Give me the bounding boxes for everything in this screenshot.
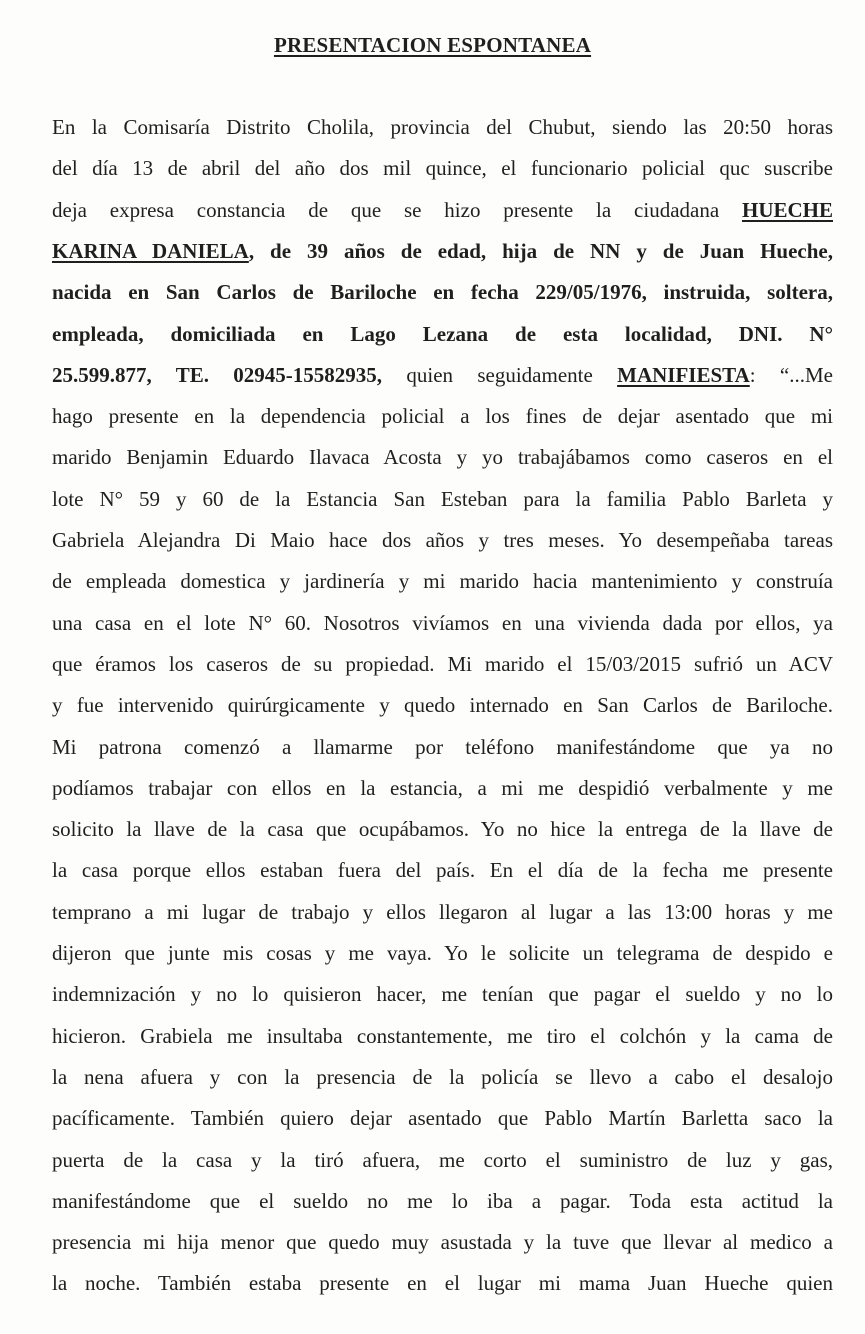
text-line [52,486,833,512]
text-segment: KARINA DANIELA [52,238,249,263]
text-segment: deja expresa constancia de que se hizo presente la ciudadana [52,197,742,222]
text-segment: HUECHE [741,197,833,222]
text-segment: 25.599.877, TE. 02945-15582935, [52,362,383,387]
text-segment: empleada, domiciliada en Lago Lezana de esta localidad, DNI. N° [52,321,833,346]
text-segment: y fue intervenido quirúrgicamente y quedo internado en San Carlos de Bariloche. [52,693,833,718]
text-segment: lote N° 59 y 60 de la Estancia San Esteban para la familia Pablo Barleta y [52,486,833,511]
text-line [52,651,833,677]
text-line [52,1147,833,1173]
text-line [52,155,833,181]
text-segment: marido Benjamin Eduardo Ilavaca Acosta y yo trabajábamos como caseros en el [52,445,833,470]
text-line [52,1023,833,1049]
text-segment: hicieron. Grabiela me insultaba constantemente, me tiro el colchón y la cama de [52,1023,833,1048]
text-segment: la nena afuera y con la presencia de la policía se llevo a cabo el desalojo [52,1064,833,1089]
text-line [52,981,833,1007]
text-line [52,321,833,347]
text-segment: la noche. También estaba presente en el lugar mi mama Juan Hueche quien [52,1271,833,1296]
text-segment: puerta de la casa y la tiró afuera, me corto el suministro de luz y gas, [52,1147,833,1172]
text-segment: presencia mi hija menor que quedo muy asustada y la tuve que llevar al medico a [52,1230,833,1255]
text-line [52,1105,833,1131]
text-segment: podíamos trabajar con ellos en la estancia, a mi me despidió verbalmente y me [52,775,833,800]
text-line [52,238,833,264]
text-segment: quien seguidamente [382,362,618,387]
text-segment: temprano a mi lugar de trabajo y ellos llegaron al lugar a las 13:00 horas y me [52,899,833,924]
text-segment: nacida en San Carlos de Bariloche en fecha 229/05/1976, instruida, soltera, [52,280,833,305]
text-segment: de empleada domestica y jardinería y mi marido hacia mantenimiento y construía [52,569,833,594]
text-line [52,568,833,594]
text-line [52,403,833,429]
text-line [52,816,833,842]
text-segment: Mi patrona comenzó a llamarme por teléfono manifestándome que ya no [52,734,833,759]
text-line [52,1229,833,1255]
document-title-text: PRESENTACION ESPONTANEA [273,33,592,57]
text-segment: : “...Me [749,362,833,387]
text-segment: En la Comisaría Distrito Cholila, provincia del Chubut, siendo las 20:50 horas [52,115,833,139]
text-segment: pacíficamente. También quiero dejar asentado que Pablo Martín Barletta saco la [52,1106,833,1131]
text-line [52,197,833,223]
text-line [52,940,833,966]
text-segment: del día 13 de abril del año dos mil quince, el funcionario policial quc suscribe [52,156,833,181]
text-line [52,444,833,470]
text-line [52,610,833,636]
text-segment: que éramos los caseros de su propiedad. Mi marido el 15/03/2015 sufrió un ACV [52,651,833,676]
text-line [52,114,833,140]
text-line [52,527,833,553]
text-segment: Gabriela Alejandra Di Maio hace dos años y tres meses. Yo desempeñaba tareas [52,528,833,552]
text-segment: dijeron que junte mis cosas y me vaya. Yo le solicite un telegrama de despido e [52,941,833,965]
text-line [52,1270,833,1296]
text-segment: hago presente en la dependencia policial a los fines de dejar asentado que mi [52,404,833,429]
text-segment: MANIFIESTA [617,362,750,387]
text-segment: manifestándome que el sueldo no me lo iba a pagar. Toda esta actitud la [52,1188,833,1213]
document-title [0,33,865,58]
text-line [52,692,833,718]
text-line [52,279,833,305]
text-line [52,734,833,760]
text-segment: , de 39 años de edad, hija de NN y de Juan Hueche, [248,238,833,263]
text-segment: solicito la llave de la casa que ocupábamos. Yo no hice la entrega de la llave de [52,817,833,842]
text-segment: una casa en el lote N° 60. Nosotros vivíamos en una vivienda dada por ellos, ya [52,610,833,635]
text-segment: indemnización y no lo quisieron hacer, me tenían que pagar el sueldo y no lo [52,982,833,1007]
text-line [52,899,833,925]
text-segment: la casa porque ellos estaban fuera del país. En el día de la fecha me presente [52,858,833,883]
text-line [52,362,833,388]
text-line [52,857,833,883]
text-line [52,1064,833,1090]
text-line [52,775,833,801]
text-line [52,1188,833,1214]
